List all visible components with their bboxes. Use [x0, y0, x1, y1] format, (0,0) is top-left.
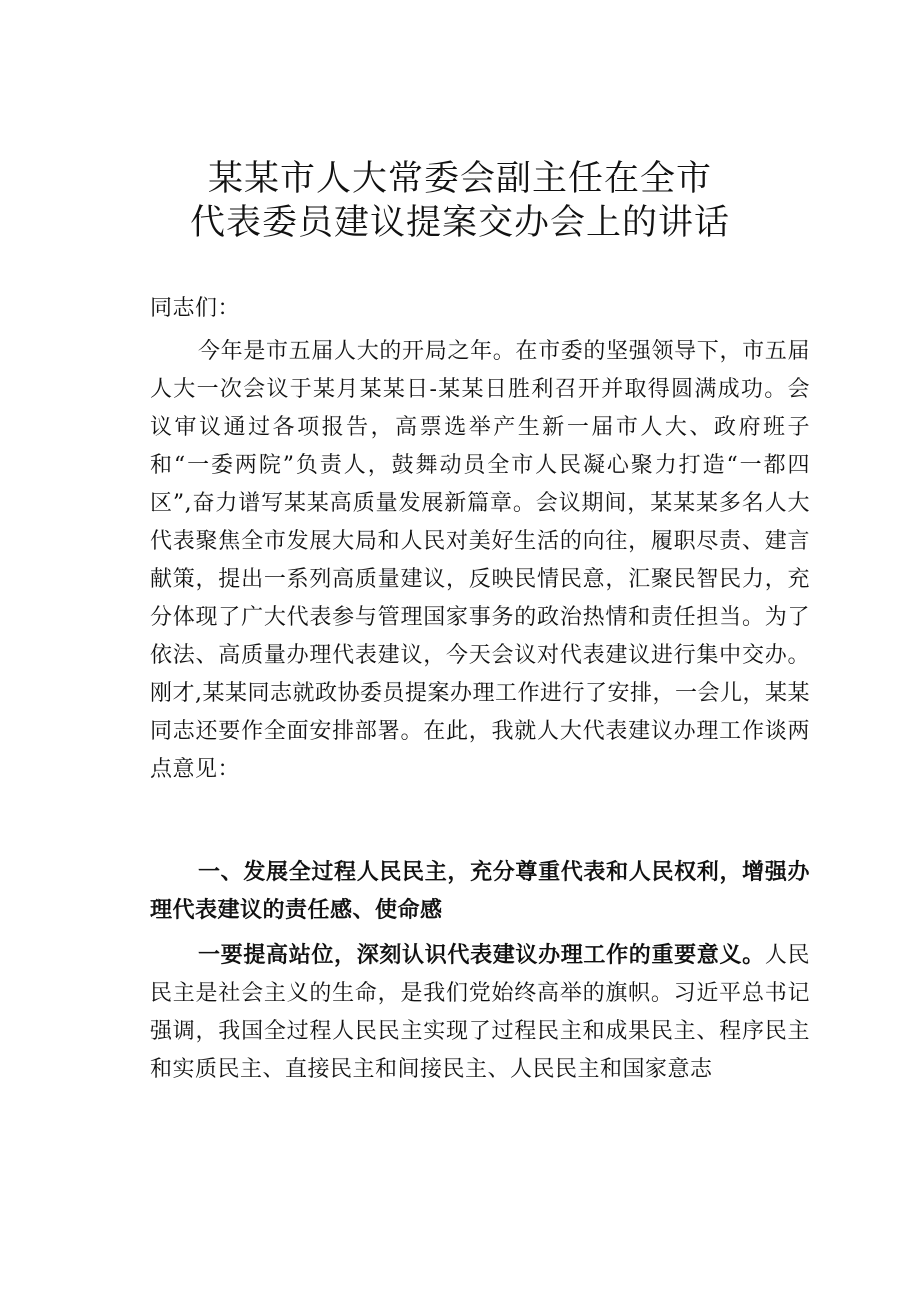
- section-heading-1: 一、发展全过程人民民主，充分尊重代表和人民权利，增强办理代表建议的责任感、使命感: [150, 860, 810, 923]
- paragraph-body-text: 人民民主是社会主义的生命，是我们党始终高举的旗帜。习近平总书记强调，我国全过程人民民主实现了过程民主和成果民主、程序民主和实质民主、直接民主和间接民主、人民民主和国家意志: [150, 943, 810, 1082]
- paragraph-point-1: [150, 937, 810, 1089]
- document-title-line-1: 某某市人大常委会副主任在全市: [207, 159, 712, 199]
- salutation: 同志们：: [150, 296, 241, 321]
- document-title-line-2: 代表委员建议提案交办会上的讲话: [189, 203, 730, 243]
- paragraph-intro: 今年是市五届人大的开局之年。在市委的坚强领导下，市五届人大一次会议于某月某某日-某某日胜利召开并取得圆满成功。会议审议通过各项报告，高票选举产生新一届市人大、政府班子和“一委两院”负责人，鼓舞动员全市人民凝心聚力打造“一都四区”,奋力谱写某某高质量发展新篇章。会议期间，某某某多名人大代表聚焦全市发展大局和人民对美好生活的向往，履职尽责、建言献策，提出一系列高质量建议，反映民情民意，汇聚民智民力，充分体现了广大代表参与管理国家事务的政治热情和责任担当。为了依法、高质量办理代表建议，今天会议对代表建议进行集中交办。刚才,某某同志就政协委员提案办理工作进行了安排，一会儿，某某同志还要作全面安排部署。在此，我就人大代表建议办理工作谈两点意见：: [150, 339, 810, 782]
- paragraph-lead-sentence: 一要提高站位，深刻认识代表建议办理工作的重要意义。: [198, 943, 765, 968]
